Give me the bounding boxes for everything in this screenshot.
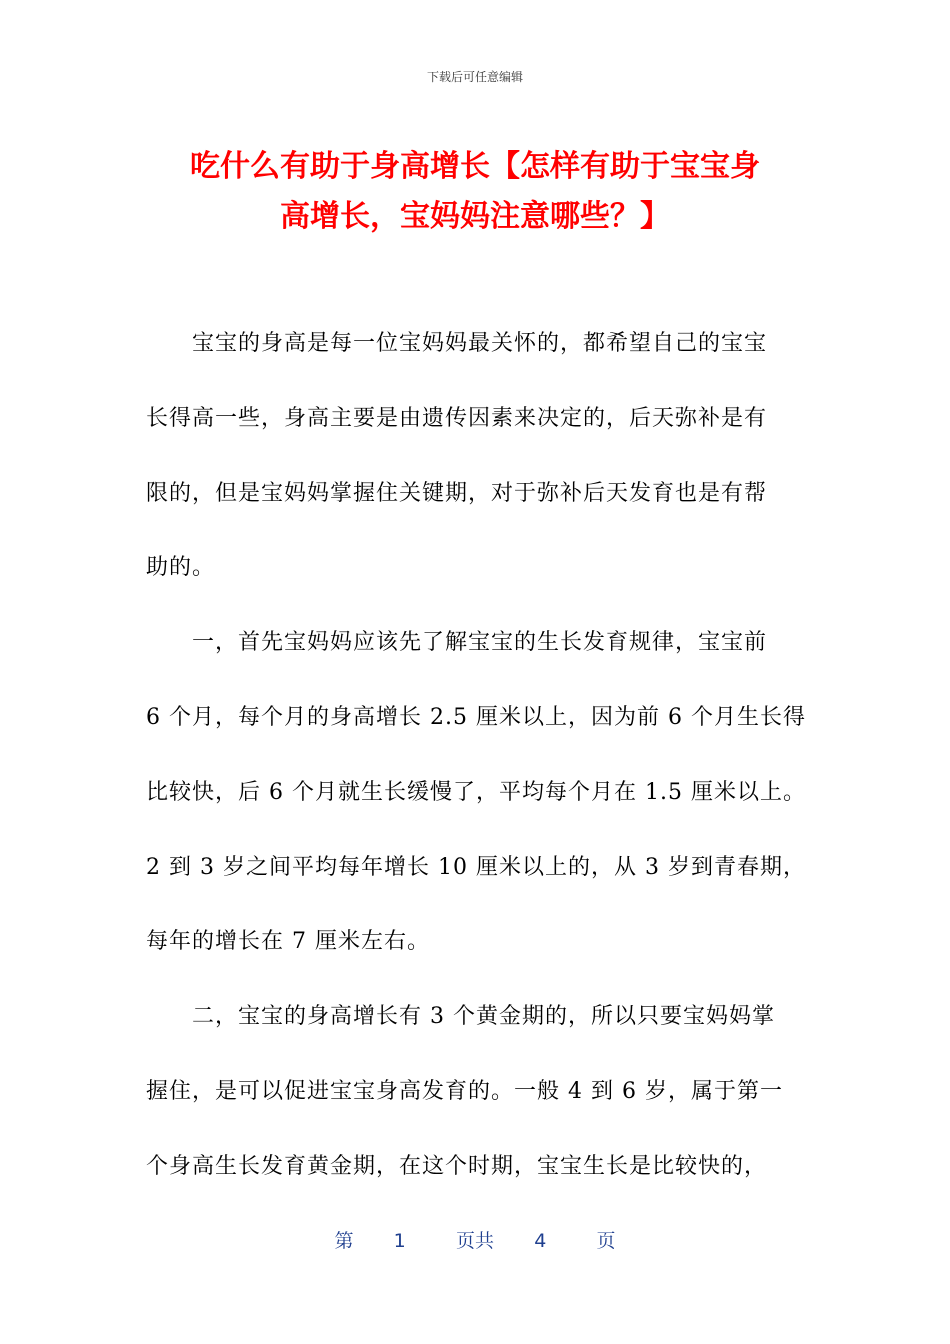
header-note: 下载后可任意编辑 — [426, 70, 523, 84]
paragraph-line: 每年的增长在 7 厘米左右。 — [146, 929, 430, 955]
document-title — [140, 142, 810, 242]
document-body — [146, 319, 806, 1217]
footer-middle: 页共 — [455, 1230, 494, 1252]
title-line-2: 高增长，宝妈妈注意哪些？】 — [280, 199, 670, 234]
paragraph-line: 助的。 — [146, 555, 216, 581]
paragraph-line: 一，首先宝妈妈应该先了解宝宝的生长发育规律，宝宝前 — [192, 630, 768, 656]
paragraph-3 — [146, 992, 806, 1216]
footer-prefix: 第 — [334, 1230, 354, 1252]
paragraph-line: 个身高生长发育黄金期，在这个时期，宝宝生长是比较快的， — [146, 1153, 768, 1179]
paragraph-line: 长得高一些，身高主要是由遗传因素来决定的，后天弥补是有 — [146, 405, 768, 431]
footer-suffix: 页 — [596, 1230, 616, 1252]
paragraph-line: 6 个月，每个月的身高增长 2.5 厘米以上，因为前 6 个月生长得 — [146, 704, 806, 730]
paragraph-line: 比较快，后 6 个月就生长缓慢了，平均每个月在 1.5 厘米以上。 — [146, 779, 806, 805]
footer-current-page: 1 — [393, 1230, 406, 1252]
paragraph-1 — [146, 319, 806, 618]
paragraph-line: 限的，但是宝妈妈掌握住关键期，对于弥补后天发育也是有帮 — [146, 480, 768, 506]
paragraph-line: 二，宝宝的身高增长有 3 个黄金期的，所以只要宝妈妈掌 — [192, 1004, 775, 1030]
paragraph-line: 2 到 3 岁之间平均每年增长 10 厘米以上的，从 3 岁到青春期， — [146, 854, 806, 880]
paragraph-2 — [146, 618, 806, 992]
paragraph-line: 宝宝的身高是每一位宝妈妈最关怀的，都希望自己的宝宝 — [192, 331, 768, 356]
page-footer — [0, 1226, 950, 1253]
footer-total-pages: 4 — [534, 1230, 547, 1252]
paragraph-line: 握住，是可以促进宝宝身高发育的。一般 4 到 6 岁，属于第一 — [146, 1078, 783, 1104]
title-line-1: 吃什么有助于身高增长【怎样有助于宝宝身 — [190, 149, 760, 184]
